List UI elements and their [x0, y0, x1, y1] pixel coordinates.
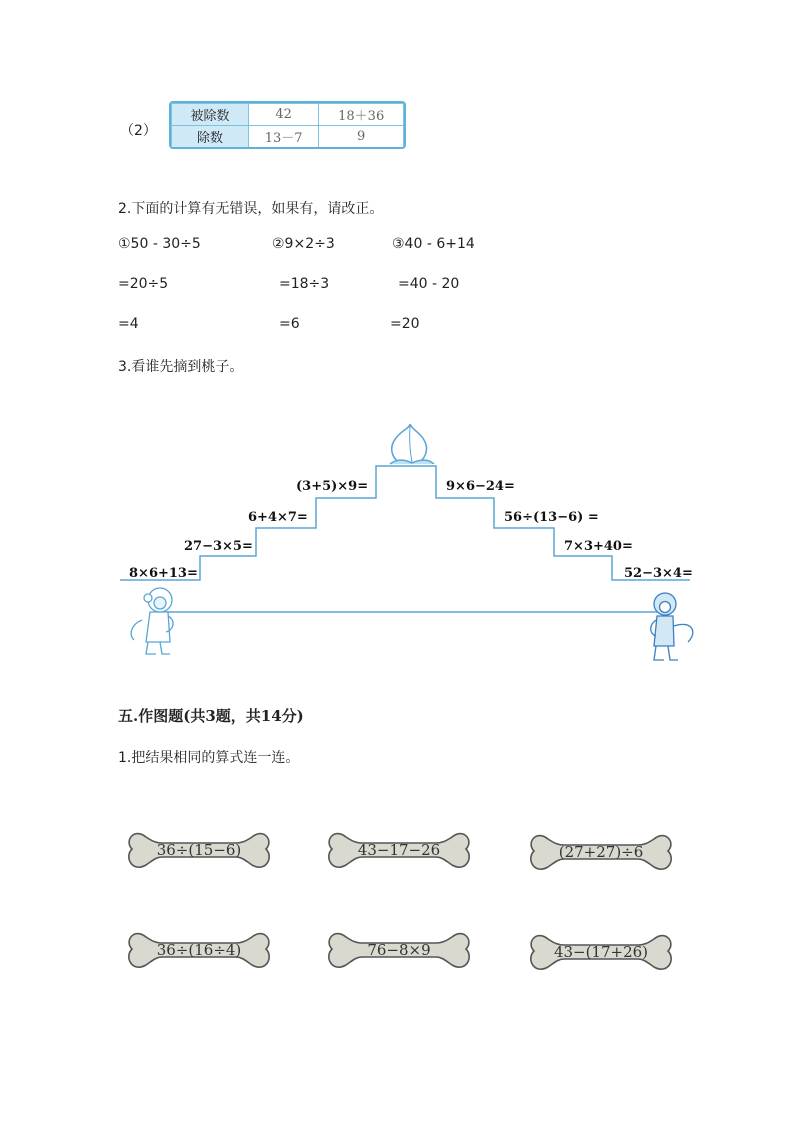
bone-bottom-1[interactable]	[129, 934, 269, 968]
bone-bottom-3[interactable]	[531, 936, 671, 970]
q2-b-line3: =6	[279, 316, 300, 332]
stair-left-3: 6+4×7=	[248, 510, 308, 525]
peach-stairs-figure	[120, 420, 710, 670]
stair-left-1: 8×6+13=	[129, 566, 198, 581]
bone-bottom-2[interactable]	[329, 934, 469, 968]
table-cell: 13－7	[249, 126, 319, 148]
bone-top-2[interactable]	[329, 834, 469, 868]
bone-label: 36÷(15−6)	[156, 841, 242, 859]
stair-left-2: 27−3×5=	[184, 539, 253, 554]
bone-label: 43−17−26	[357, 841, 441, 859]
q2-a-line1: ①50 - 30÷5	[118, 236, 201, 252]
s5-q1-title: 1.把结果相同的算式连一连。	[118, 750, 300, 766]
divisor-table	[169, 101, 406, 149]
bone-label: 43−(17+26)	[553, 943, 649, 961]
q2-b-line2: =18÷3	[279, 276, 330, 292]
stairs-outline	[120, 466, 690, 580]
stair-right-4: 52−3×4=	[624, 566, 693, 581]
bone-top-3[interactable]	[531, 836, 671, 870]
bones-figure	[0, 815, 794, 995]
bone-top-1[interactable]	[129, 834, 269, 868]
monkey-right-icon	[651, 593, 693, 660]
bone-label: 36÷(16÷4)	[156, 941, 242, 959]
table-cell: 18＋36	[319, 104, 404, 126]
stair-right-1: 9×6−24=	[446, 479, 515, 494]
q2-a-line3: =4	[118, 316, 139, 332]
q2-a-line2: =20÷5	[118, 276, 169, 292]
table-head-dividend: 被除数	[172, 104, 249, 126]
monkey-left-icon	[131, 588, 173, 654]
q2-title: 2.下面的计算有无错误，如果有，请改正。	[118, 201, 384, 217]
peach-icon	[390, 424, 434, 464]
bone-label: 76−8×9	[367, 941, 431, 959]
q2-b-line1: ②9×2÷3	[272, 236, 335, 252]
section5-title: 五.作图题(共3题，共14分)	[118, 707, 304, 725]
q3-title: 3.看谁先摘到桃子。	[118, 359, 244, 375]
table-cell: 42	[249, 104, 319, 126]
q2-c-line2: =40 - 20	[398, 276, 460, 292]
stair-right-2: 56÷(13−6) =	[504, 510, 599, 525]
table-head-divisor: 除数	[172, 126, 249, 148]
table-cell: 9	[319, 126, 404, 148]
q2-c-line1: ③40 - 6+14	[392, 236, 475, 252]
q2-c-line3: =20	[390, 316, 420, 332]
stair-right-3: 7×3+40=	[564, 539, 633, 554]
stair-left-4: (3+5)×9=	[296, 479, 369, 494]
bone-label: (27+27)÷6	[558, 843, 644, 861]
part-label: （2）	[120, 123, 157, 139]
